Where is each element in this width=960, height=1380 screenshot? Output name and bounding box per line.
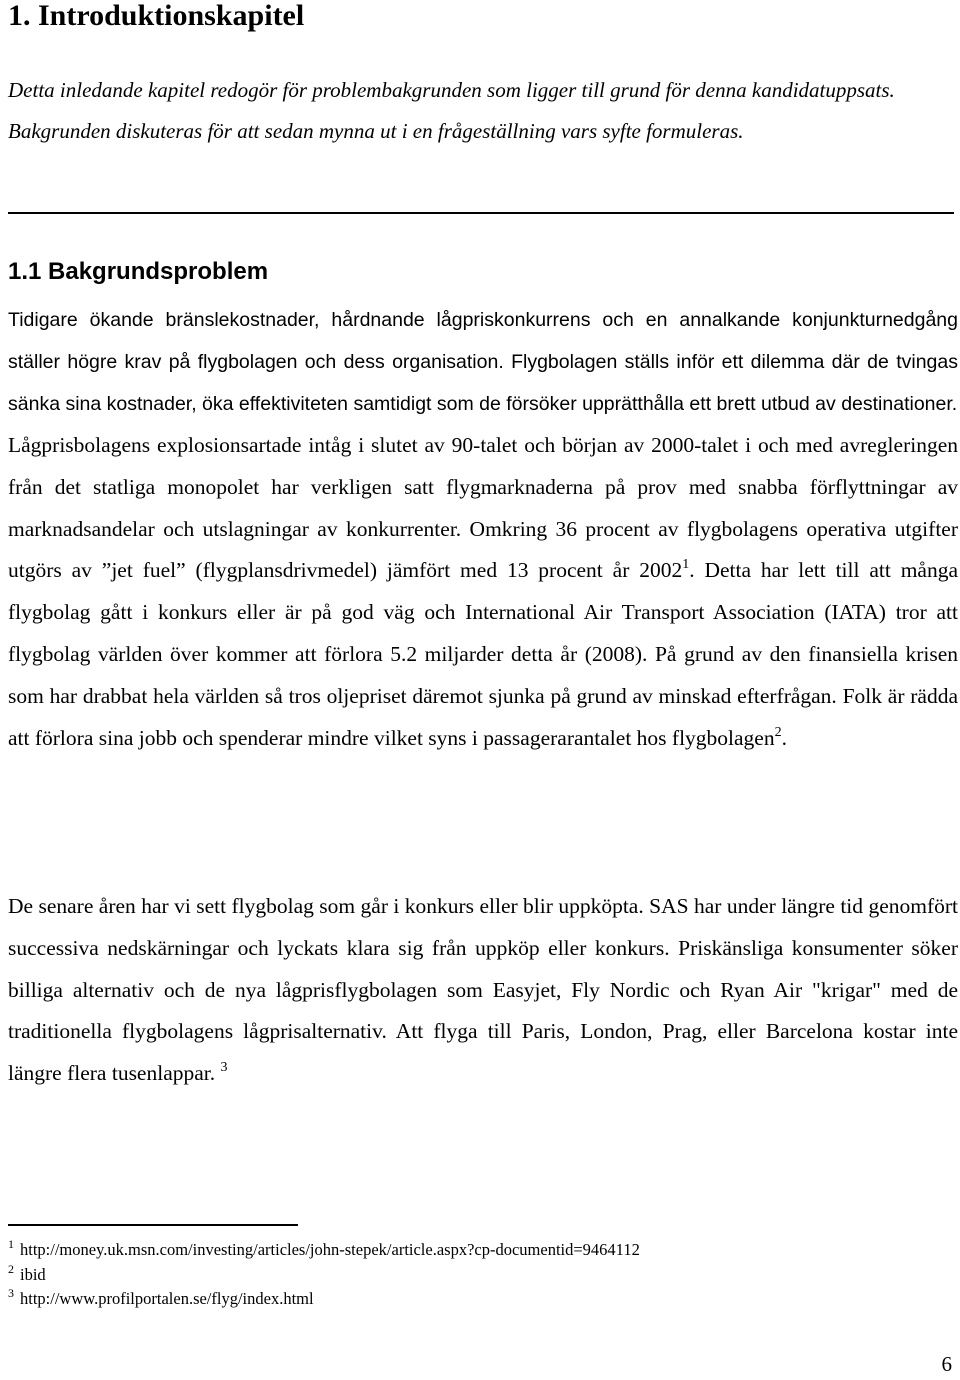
footnote: [8, 1263, 640, 1288]
footnote-ref-2: 2: [774, 724, 782, 740]
footnote-ref-1: 1: [682, 557, 690, 573]
section-divider: [8, 212, 954, 214]
paragraph-1-text-b: . Detta har lett till att många flygbolag gått i konkurs eller är på god väg och International Air Transport Association (IATA) tror att flygbolag världen över kommer att förlora 5.2 miljarder detta år (2008). På grund av den finansiella krisen som har drabbat hela världen så tros oljepriset däremot sjunka på grund av minskad efterfrågan. Folk är rädda att förlora sina jobb och spenderar mindre vilket syns i passagerarantalet hos flygbolagen: [8, 558, 959, 750]
footnote-number: 1: [8, 1237, 14, 1251]
paragraph-2: [8, 886, 958, 1095]
paragraph-1-text-a: Lågprisbolagens explosionsartade intåg i slutet av 90-talet och början av 2000-talet i och med avregleringen från det statliga monopolet har verkligen satt flygmarknaderna på prov med snabba förflyttningar av marknadsandelar och utslagningar av konkurrenter. Omkring 36 procent av flygbolagens operativa utgifter utgörs av ”jet fuel” (flygplansdrivmedel) jämfört med 13 procent år 2002: [8, 433, 958, 583]
footnote: [8, 1287, 640, 1312]
paragraph-1-serif: [8, 425, 958, 759]
footnote-number: 2: [8, 1261, 14, 1276]
footnote-text: ibid: [20, 1264, 46, 1284]
intro-paragraph: Detta inledande kapitel redogör för problembakgrunden som ligger till grund för denna kandidatuppsats. Bakgrunden diskuteras för att sedan mynna ut i en frågeställning vars syfte formuleras.: [8, 78, 895, 143]
paragraph-1-text-c: .: [781, 725, 787, 750]
page-number: 6: [941, 1352, 952, 1376]
footnote-link[interactable]: http://money.uk.msn.com/investing/articles/john-stepek/article.aspx?cp-documentid=9464112: [20, 1240, 640, 1259]
paragraph-2-text: De senare åren har vi sett flygbolag som går i konkurs eller blir uppköpta. SAS har under längre tid genomfört successiva nedskärningar och lyckats klara sig från uppköp eller konkurs. Priskänsliga konsumenter söker billiga alternativ och de nya lågprisflygbolagen som Easyjet, Fly Nordic och Ryan Air "krigar" med de traditionella flygbolagens lågprisalternativ. Att flyga till Paris, London, Prag, eller Barcelona kostar inte längre flera tusenlappar.: [8, 894, 958, 1086]
footnotes: [8, 1238, 640, 1312]
footnote-divider: [8, 1224, 298, 1226]
paragraph-1-sans: Tidigare ökande bränslekostnader, hårdnande lågpriskonkurrens och en annalkande konjunkturnedgång ställer högre krav på flygbolagen och dess organisation. Flygbolagen ställs inför ett dilemma där de tvingas sänka sina kostnader, öka effektiviteten samtidigt som de försöker upprätthålla ett brett utbud av destinationer.: [8, 309, 958, 415]
footnote: [8, 1238, 640, 1263]
footnote-link[interactable]: http://www.profilportalen.se/flyg/index.html: [20, 1289, 314, 1308]
chapter-title: 1. Introduktionskapitel: [8, 0, 305, 32]
section-title: 1.1 Bakgrundsproblem: [8, 258, 269, 285]
footnote-ref-3: 3: [220, 1060, 228, 1076]
footnote-number: 3: [8, 1286, 14, 1300]
